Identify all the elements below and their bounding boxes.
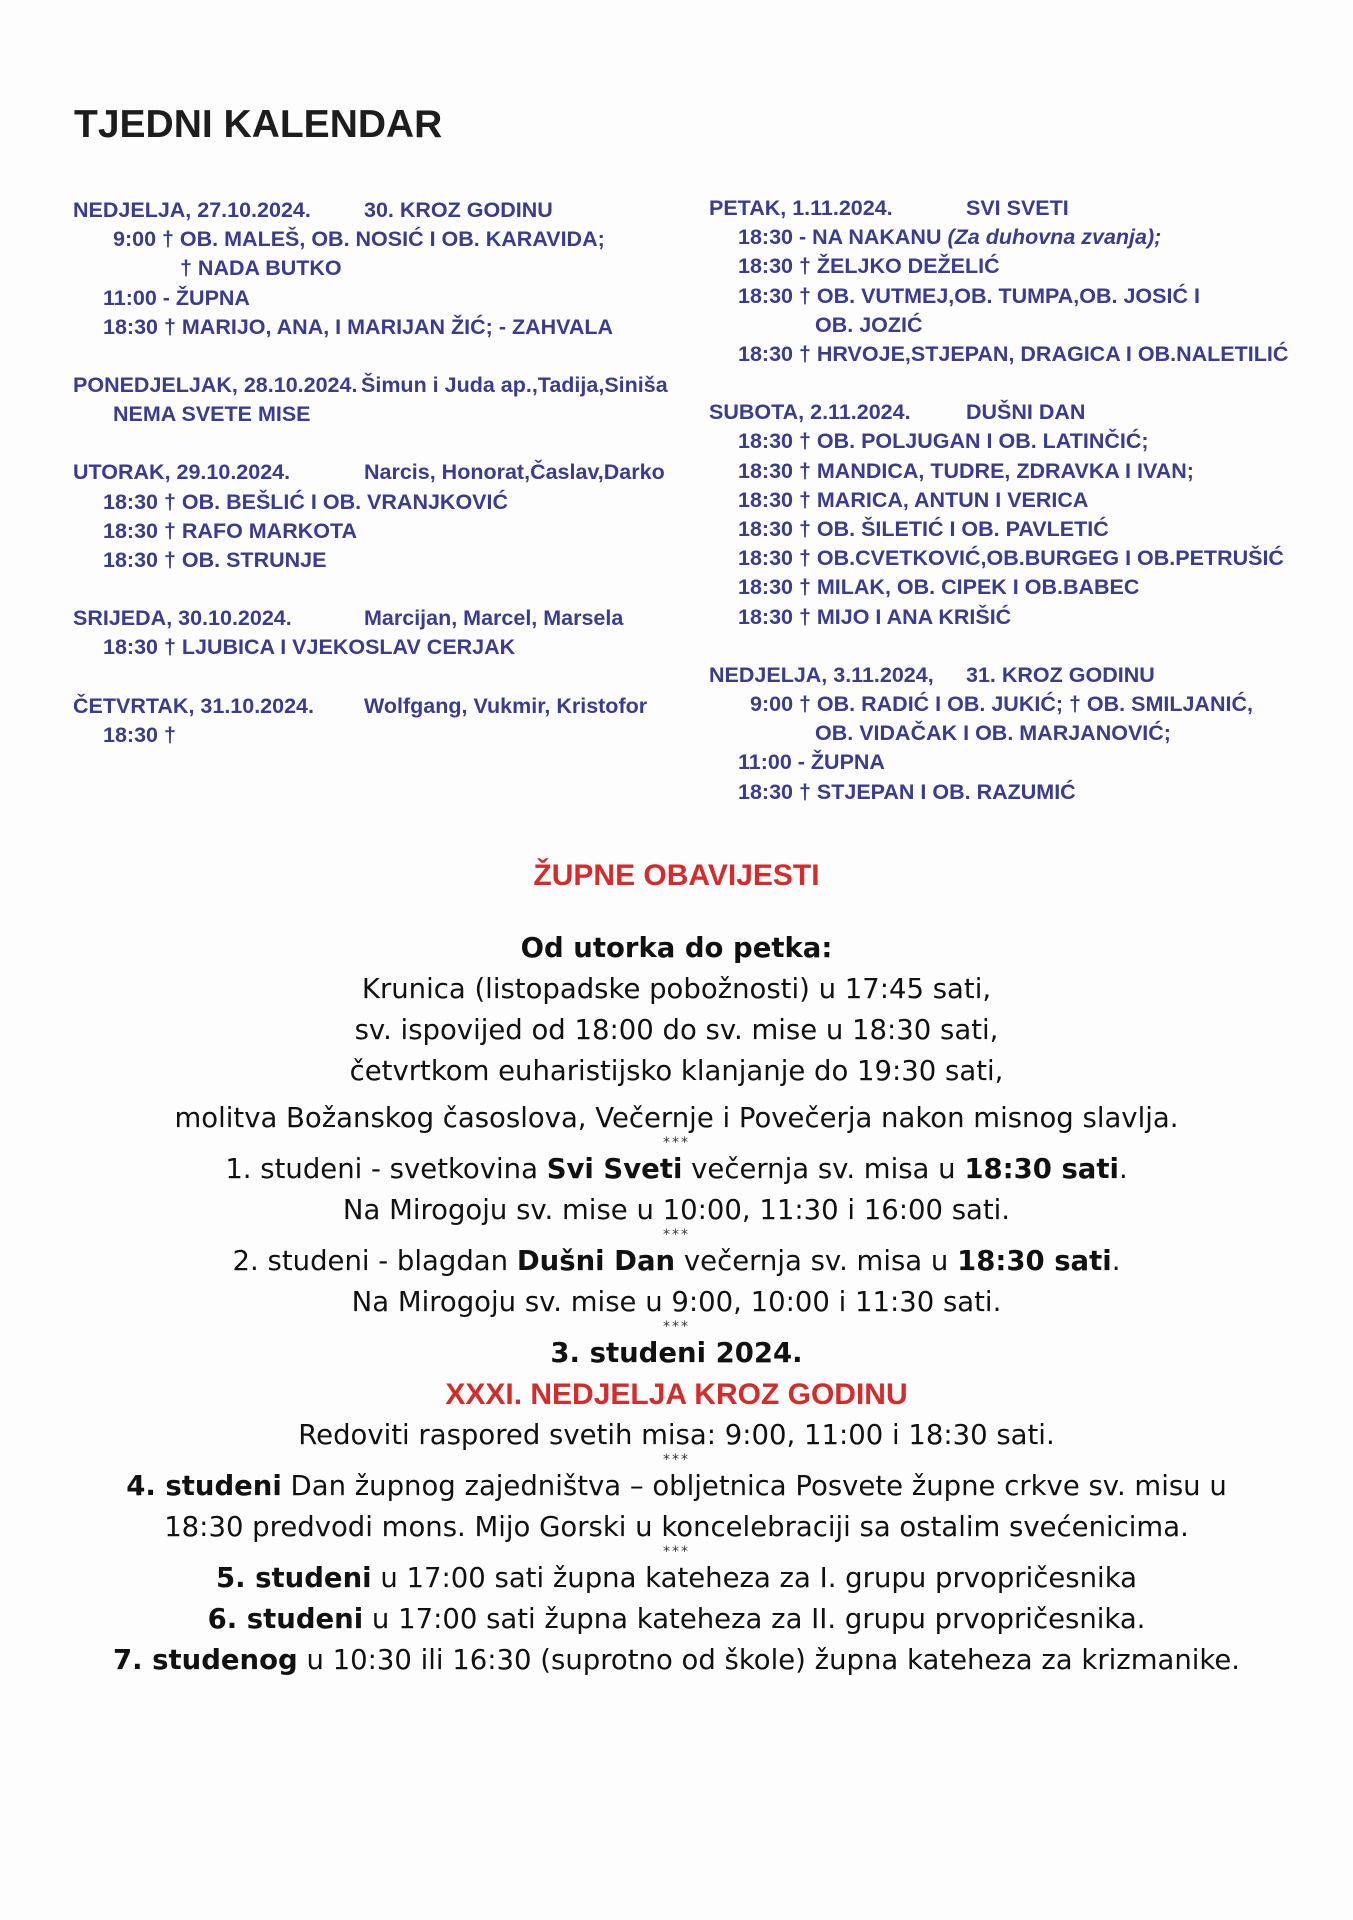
calendar-day xyxy=(73,458,673,575)
notice-line: 6. studeni u 17:00 sati župna kateheza za II. grupu prvopričesnika. xyxy=(207,1603,1146,1635)
notice-line: Redoviti raspored svetih misa: 9:00, 11:00 i 18:30 sati. xyxy=(298,1419,1055,1451)
separator: *** xyxy=(663,1319,690,1335)
mass-line: 18:30 † OB.CVETKOVIĆ,OB.BURGEG I OB.PETRUŠIĆ xyxy=(738,546,1284,571)
day-date: PONEDJELJAK, 28.10.2024. xyxy=(73,373,358,398)
day-feast: 31. KROZ GODINU xyxy=(966,662,1155,687)
day-feast: DUŠNI DAN xyxy=(966,400,1086,425)
mass-line: 18:30 † ŽELJKO DEŽELIĆ xyxy=(738,254,1000,279)
mass-line: 9:00 † OB. MALEŠ, OB. NOSIĆ I OB. KARAVIDA; xyxy=(113,227,605,252)
day-feast: SVI SVETI xyxy=(966,196,1069,220)
notice-catechesis xyxy=(0,1558,1353,1681)
calendar-day xyxy=(73,371,673,429)
calendar-day xyxy=(709,194,1339,369)
mass-line: 18:30 † OB. VUTMEJ,OB. TUMPA,OB. JOSIĆ I xyxy=(738,283,1200,308)
mass-line: † NADA BUTKO xyxy=(180,256,342,281)
mass-line: 11:00 - ŽUPNA xyxy=(103,285,250,310)
mass-line: 18:30 † STJEPAN I OB. RAZUMIĆ xyxy=(738,779,1076,804)
separator: *** xyxy=(663,1452,690,1468)
mass-line: 18:30 - NA NAKANU (Za duhovna zvanja); xyxy=(738,225,1162,250)
separator: *** xyxy=(663,1135,690,1151)
day-date: NEDJELJA, 27.10.2024. xyxy=(73,198,311,222)
separator: *** xyxy=(663,1227,690,1243)
parish-notices xyxy=(0,855,1353,1681)
notice-line: molitva Božanskog časoslova, Večernje i Povečerja nakon misnog slavlja. xyxy=(174,1102,1179,1134)
page-title: TJEDNI KALENDAR xyxy=(74,103,443,146)
day-feast: Wolfgang, Vukmir, Kristofor xyxy=(364,693,648,718)
mass-line: OB. JOZIĆ xyxy=(815,312,923,337)
mass-line: 18:30 † LJUBICA I VJEKOSLAV CERJAK xyxy=(103,635,516,660)
day-date: ČETVRTAK, 31.10.2024. xyxy=(73,693,314,718)
calendar-day xyxy=(73,604,673,662)
notice-weekday-schedule xyxy=(0,928,1353,1139)
day-date: UTORAK, 29.10.2024. xyxy=(73,460,291,485)
notice-line: 1. studeni - svetkovina Svi Sveti večernja sv. misa u 18:30 sati. xyxy=(225,1153,1128,1185)
notice-line: 2. studeni - blagdan Dušni Dan večernja sv. misa u 18:30 sati. xyxy=(232,1245,1121,1277)
day-date: PETAK, 1.11.2024. xyxy=(709,196,893,220)
notice-line: sv. ispovijed od 18:00 do sv. mise u 18:30 sati, xyxy=(354,1014,999,1046)
mass-line: 18:30 † MIJO I ANA KRIŠIĆ xyxy=(738,604,1012,629)
day-feast: 30. KROZ GODINU xyxy=(364,198,553,222)
notice-title: Od utorka do petka: xyxy=(520,932,833,964)
mass-line: 18:30 † MARIJO, ANA, I MARIJAN ŽIĆ; - ZAHVALA xyxy=(103,314,614,339)
calendar-day xyxy=(73,196,673,342)
day-feast: Marcijan, Marcel, Marsela xyxy=(364,606,624,631)
notice-date: 3. studeni 2024. xyxy=(550,1337,803,1369)
mass-line: 18:30 † OB. ŠILETIĆ I OB. PAVLETIĆ xyxy=(738,517,1109,542)
notice-all-souls xyxy=(0,1241,1353,1323)
day-date: SUBOTA, 2.11.2024. xyxy=(709,400,911,425)
calendar-day xyxy=(709,398,1339,632)
day-feast: Narcis, Honorat,Časlav,Darko xyxy=(364,460,665,485)
mass-line: 18:30 † OB. STRUNJE xyxy=(103,548,327,573)
notice-sunday xyxy=(0,1333,1353,1456)
calendar-right-column xyxy=(709,194,1339,836)
notice-all-saints xyxy=(0,1149,1353,1231)
notice-line: četvrtkom euharistijsko klanjanje do 19:30 sati, xyxy=(349,1055,1004,1087)
mass-line: OB. VIDAČAK I OB. MARJANOVIĆ; xyxy=(815,721,1171,746)
day-date: SRIJEDA, 30.10.2024. xyxy=(73,606,292,631)
day-date: NEDJELJA, 3.11.2024, xyxy=(709,662,934,687)
notice-line: Na Mirogoju sv. mise u 9:00, 10:00 i 11:30 sati. xyxy=(351,1286,1002,1318)
mass-line: 18:30 † HRVOJE,STJEPAN, DRAGICA I OB.NALETILIĆ xyxy=(738,342,1289,367)
mass-line: 18:30 † xyxy=(103,722,176,747)
separator: *** xyxy=(663,1544,690,1560)
mass-line: 11:00 - ŽUPNA xyxy=(738,750,885,775)
mass-line: NEMA SVETE MISE xyxy=(113,402,311,427)
notice-line: 18:30 predvodi mons. Mijo Gorski u koncelebraciji sa ostalim svećenicima. xyxy=(164,1511,1189,1543)
day-feast: Šimun i Juda ap.,Tadija,Siniša xyxy=(361,373,668,398)
mass-line: 18:30 † OB. BEŠLIĆ I OB. VRANJKOVIĆ xyxy=(103,489,509,514)
calendar-day xyxy=(709,661,1339,807)
mass-intention-note: (Za duhovna zvanja); xyxy=(947,225,1162,250)
mass-line: 18:30 † OB. POLJUGAN I OB. LATINČIĆ; xyxy=(738,429,1149,454)
notices-heading: ŽUPNE OBAVIJESTI xyxy=(533,859,820,892)
mass-line: 18:30 † MARICA, ANTUN I VERICA xyxy=(738,487,1089,512)
notice-line: 5. studeni u 17:00 sati župna kateheza za I. grupu prvopričesnika xyxy=(216,1562,1137,1594)
mass-line: 9:00 † OB. RADIĆ I OB. JUKIĆ; † OB. SMILJANIĆ, xyxy=(750,692,1253,717)
notice-line: Krunica (listopadske pobožnosti) u 17:45 sati, xyxy=(361,973,992,1005)
notice-line: 4. studeni Dan župnog zajedništva – obljetnica Posvete župne crkve sv. misu u xyxy=(126,1470,1227,1502)
notice-community-day xyxy=(0,1466,1353,1548)
mass-line: 18:30 † MILAK, OB. CIPEK I OB.BABEC xyxy=(738,575,1140,600)
calendar-day xyxy=(73,692,673,750)
notice-sunday-title: XXXI. NEDJELJA KROZ GODINU xyxy=(445,1378,908,1411)
notice-line: Na Mirogoju sv. mise u 10:00, 11:30 i 16:00 sati. xyxy=(342,1194,1011,1226)
mass-line: 18:30 † MANDICA, TUDRE, ZDRAVKA I IVAN; xyxy=(738,458,1194,483)
notice-line: 7. studenog u 10:30 ili 16:30 (suprotno od škole) župna kateheza za krizmanike. xyxy=(112,1644,1241,1676)
mass-line: 18:30 † RAFO MARKOTA xyxy=(103,518,358,543)
calendar-left-column xyxy=(73,196,673,779)
